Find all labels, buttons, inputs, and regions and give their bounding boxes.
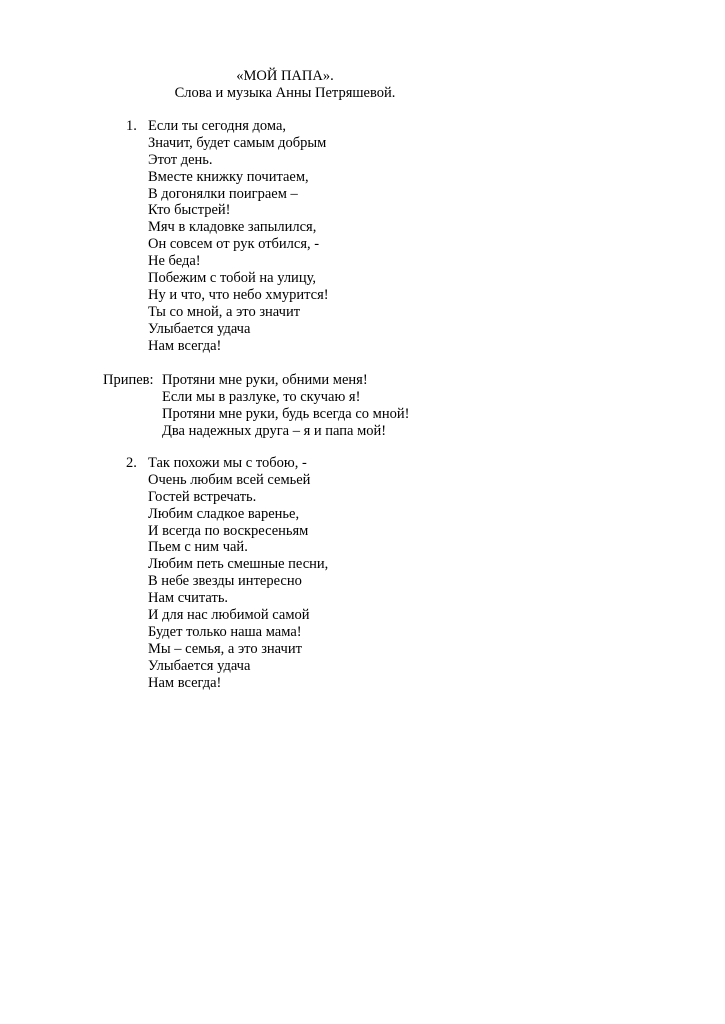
verse-line: И всегда по воскресеньям xyxy=(148,522,309,539)
verse-1 xyxy=(148,118,329,354)
verse-line: Не беда! xyxy=(148,253,201,270)
verse-line: Вместе книжку почитаем, xyxy=(148,168,309,185)
chorus-line: Если мы в разлуке, то скучаю я! xyxy=(162,388,361,405)
verse-line: Пьем с ним чай. xyxy=(148,539,248,556)
verse-line: Любим сладкое варенье, xyxy=(148,505,300,522)
song-subtitle: Слова и музыка Анны Петряшевой. xyxy=(174,85,396,101)
verse-line: Гостей встречать. xyxy=(148,488,257,505)
verse-line: Улыбается удача xyxy=(148,320,251,337)
verse-line: Так похожи мы с тобою, - xyxy=(148,455,307,471)
verse-line: И для нас любимой самой xyxy=(148,607,310,624)
verse-line: Если ты сегодня дома, xyxy=(148,118,287,134)
verse-line: Мяч в кладовке запылился, xyxy=(148,219,317,236)
verse-line: В небе звезды интересно xyxy=(148,573,302,590)
verse-line: Нам всегда! xyxy=(148,674,222,691)
verse-line: Нам считать. xyxy=(148,590,229,607)
song-title: «МОЙ ПАПА». xyxy=(236,68,334,84)
verse-line: Побежим с тобой на улицу, xyxy=(148,270,317,287)
verse-2-number: 2. xyxy=(126,455,137,471)
verse-line: Улыбается удача xyxy=(148,657,251,674)
verse-line: Нам всегда! xyxy=(148,337,222,354)
verse-2 xyxy=(148,455,328,691)
chorus-line: Два надежных друга – я и папа мой! xyxy=(162,422,387,439)
verse-line: Он совсем от рук отбился, - xyxy=(148,236,320,253)
verse-line: Будет только наша мама! xyxy=(148,623,302,640)
chorus xyxy=(162,372,409,440)
verse-line: Кто быстрей! xyxy=(148,202,231,219)
chorus-line: Протяни мне руки, обними меня! xyxy=(162,372,368,388)
verse-1-number: 1. xyxy=(126,118,137,134)
verse-line: Значит, будет самым добрым xyxy=(148,134,327,151)
chorus-label: Припев: xyxy=(103,372,154,388)
verse-line: Очень любим всей семьей xyxy=(148,471,311,488)
verse-line: В догонялки поиграем – xyxy=(148,185,298,202)
verse-line: Этот день. xyxy=(148,151,213,168)
verse-line: Мы – семья, а это значит xyxy=(148,640,302,657)
verse-line: Ты со мной, а это значит xyxy=(148,303,301,320)
verse-line: Ну и что, что небо хмурится! xyxy=(148,286,329,303)
chorus-line: Протяни мне руки, будь всегда со мной! xyxy=(162,405,410,422)
verse-line: Любим петь смешные песни, xyxy=(148,556,329,573)
